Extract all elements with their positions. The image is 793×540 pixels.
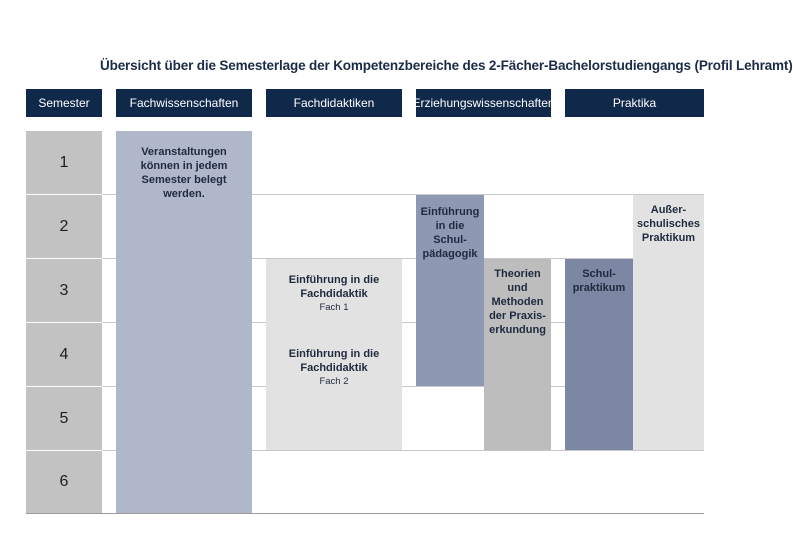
fachdidaktik-1-title: Einführung in die Fachdidaktik [288,274,380,300]
semester-cell-1: 1 [26,131,102,194]
block-schulpraktikum [565,259,633,450]
header-fachdidaktiken: Fachdidaktiken [266,89,402,117]
block-fachwissenschaften [116,131,252,513]
block-theorien-methoden-text: Theorien und Methoden der Praxis- erkundung [489,268,546,336]
fachdidaktik-2-title: Einführung in die Fachdidaktik [288,348,380,374]
block-fachwissenschaften-text: Veranstaltungen können in jedem Semester belegt werden. [140,146,228,200]
fachdidaktik-1-sub: Fach 1 [319,302,349,313]
header-fachwissenschaften: Fachwissenschaften [116,89,252,117]
page-title: Übersicht über die Semesterlage der Kompetenzbereiche des 2-Fächer-Bachelorstudiengangs (Profil Lehramt) [100,58,793,73]
block-theorien-methoden [484,259,551,450]
block-schulpraktikum-text: Schul- praktikum [572,268,626,294]
block-schulpaedagogik-text: Einführung in die Schul- pädagogik [420,206,480,260]
header-praktika: Praktika [565,89,704,117]
header-erziehungswissenschaften: Erziehungswissenschaften [416,89,551,117]
semester-cell-4: 4 [26,323,102,386]
table-bottom-rule [26,513,704,514]
semester-cell-3: 3 [26,259,102,322]
semester-cell-6: 6 [26,451,102,513]
block-schulpaedagogik [416,195,484,386]
block-ausserschulisches-praktikum [633,195,704,450]
block-ausserschulisches-praktikum-text: Außer- schulisches Praktikum [637,204,700,244]
semester-cell-5: 5 [26,387,102,450]
header-semester: Semester [26,89,102,117]
block-fachdidaktik [266,259,402,450]
semester-cell-2: 2 [26,195,102,258]
fachdidaktik-2-sub: Fach 2 [319,376,349,387]
